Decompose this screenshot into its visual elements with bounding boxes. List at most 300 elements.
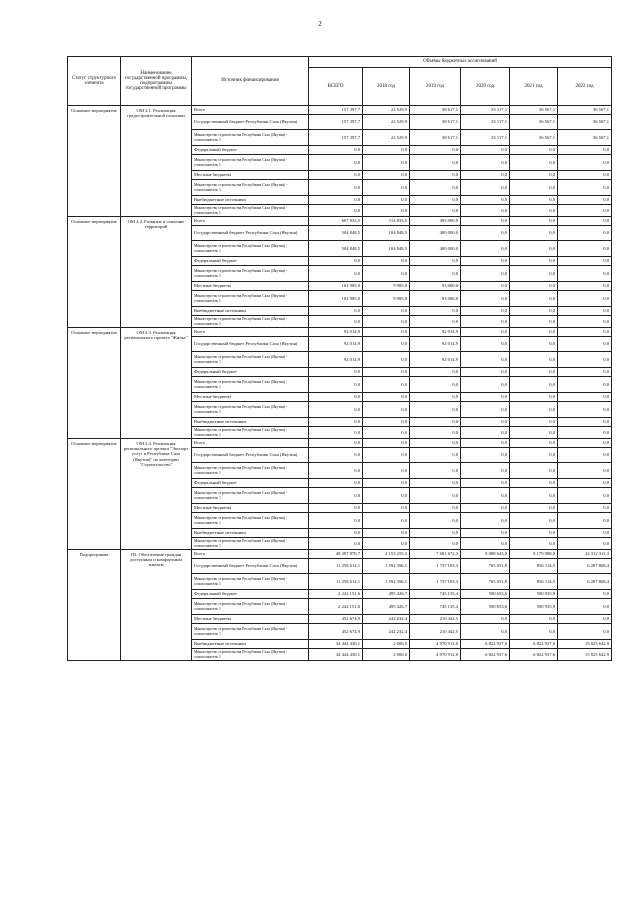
value-cell: 0,0 bbox=[461, 352, 510, 368]
value-cell: 0,0 bbox=[510, 226, 558, 241]
value-cell: 0,0 bbox=[558, 448, 612, 463]
value-cell: 0,0 bbox=[558, 155, 612, 171]
value-cell: 0,0 bbox=[410, 529, 461, 538]
value-cell: 500 653,6 bbox=[461, 599, 510, 615]
value-cell: 0,0 bbox=[510, 615, 558, 624]
value-cell: 0,0 bbox=[558, 463, 612, 479]
value-cell: 38 617,1 bbox=[410, 106, 461, 115]
value-cell: 0,0 bbox=[558, 529, 612, 538]
source-cell: Министерство строительства Республики Саха (Якутия) - соисполнитель 1 bbox=[192, 180, 309, 196]
value-cell: 607 833,5 bbox=[309, 217, 363, 226]
value-cell: 92 014,9 bbox=[410, 328, 461, 337]
value-cell: 452 674,9 bbox=[309, 624, 363, 640]
value-cell: 0,0 bbox=[461, 439, 510, 448]
value-cell: 0,0 bbox=[461, 448, 510, 463]
header-year-2022: 2022 год bbox=[558, 68, 612, 106]
value-cell: 0,0 bbox=[309, 402, 363, 418]
source-cell: Федеральный бюджет bbox=[192, 257, 309, 266]
value-cell: 0,0 bbox=[461, 316, 510, 328]
value-cell: 0,0 bbox=[461, 368, 510, 377]
value-cell: 500 935,9 bbox=[510, 599, 558, 615]
value-cell: 0,0 bbox=[510, 291, 558, 307]
value-cell: 6 822 937,6 bbox=[510, 649, 558, 661]
value-cell: 0,0 bbox=[510, 217, 558, 226]
value-cell: 0,0 bbox=[558, 257, 612, 266]
value-cell: 0,0 bbox=[363, 393, 410, 402]
value-cell: 0,0 bbox=[510, 463, 558, 479]
program-cell: П3. Обеспечение граждан доступным и комфортным жильем bbox=[121, 550, 192, 661]
value-cell: 2 242 151,6 bbox=[309, 590, 363, 599]
value-cell: 0,0 bbox=[558, 291, 612, 307]
value-cell: 0,0 bbox=[309, 266, 363, 282]
value-cell: 1 737 183,3 bbox=[410, 574, 461, 590]
source-cell: Всего bbox=[192, 550, 309, 559]
source-cell: Внебюджетные источники bbox=[192, 640, 309, 649]
header-year-2020: 2020 год bbox=[461, 68, 510, 106]
program-cell: ОМ 2.3. Реализация регионального проекта "Жилье" bbox=[121, 328, 192, 439]
value-cell: 0,0 bbox=[309, 307, 363, 316]
value-cell: 0,0 bbox=[558, 352, 612, 368]
value-cell: 210 442,5 bbox=[410, 615, 461, 624]
value-cell: 745 135,4 bbox=[410, 599, 461, 615]
value-cell: 0,0 bbox=[558, 146, 612, 155]
source-cell: Министерство строительства Республики Саха (Якутия) - соисполнитель 1 bbox=[192, 241, 309, 257]
value-cell: 0,0 bbox=[461, 418, 510, 427]
value-cell: 0,0 bbox=[363, 488, 410, 504]
value-cell: 0,0 bbox=[363, 427, 410, 439]
value-cell: 0,0 bbox=[461, 427, 510, 439]
value-cell: 0,0 bbox=[410, 205, 461, 217]
value-cell: 157 397,7 bbox=[309, 130, 363, 146]
value-cell: 0,0 bbox=[309, 488, 363, 504]
value-cell: 0,0 bbox=[309, 439, 363, 448]
source-cell: Министерство строительства Республики Саха (Якутия) - соисполнитель 1 bbox=[192, 205, 309, 217]
value-cell: 0,0 bbox=[558, 316, 612, 328]
value-cell: 0,0 bbox=[363, 418, 410, 427]
value-cell: 0,0 bbox=[558, 241, 612, 257]
value-cell: 0,0 bbox=[309, 146, 363, 155]
value-cell: 0,0 bbox=[510, 513, 558, 529]
table-body bbox=[68, 106, 612, 661]
program-cell: ОМ 2.4. Реализация регионального проекта "Экспорт услуг в Республике Саха (Якутия)" по категории "Строительство" bbox=[121, 439, 192, 550]
source-cell: Министерство строительства Республики Саха (Якутия) - соисполнитель 1 bbox=[192, 377, 309, 393]
value-cell: 0,0 bbox=[363, 155, 410, 171]
source-cell: Министерство строительства Республики Саха (Якутия) - соисполнитель 1 bbox=[192, 538, 309, 550]
value-cell: 0,0 bbox=[309, 479, 363, 488]
value-cell: 0,0 bbox=[363, 205, 410, 217]
status-cell: Основное мероприятие bbox=[68, 439, 121, 550]
value-cell: 0,0 bbox=[363, 538, 410, 550]
value-cell: 0,0 bbox=[410, 316, 461, 328]
value-cell: 0,0 bbox=[558, 217, 612, 226]
value-cell: 38 617,1 bbox=[410, 115, 461, 130]
value-cell: 92 014,9 bbox=[309, 328, 363, 337]
value-cell: 34 444 430,1 bbox=[309, 640, 363, 649]
value-cell: 0,0 bbox=[410, 479, 461, 488]
value-cell: 1 592 396,1 bbox=[363, 574, 410, 590]
value-cell: 11 258 614,1 bbox=[309, 559, 363, 574]
value-cell: 0,0 bbox=[363, 266, 410, 282]
value-cell: 0,0 bbox=[363, 402, 410, 418]
value-cell: 0,0 bbox=[410, 393, 461, 402]
value-cell: 0,0 bbox=[510, 488, 558, 504]
value-cell: 0,0 bbox=[510, 393, 558, 402]
value-cell: 0,0 bbox=[410, 504, 461, 513]
value-cell: 0,0 bbox=[461, 196, 510, 205]
value-cell: 0,0 bbox=[558, 368, 612, 377]
value-cell: 0,0 bbox=[309, 155, 363, 171]
source-cell: Министерство строительства Республики Саха (Якутия) - соисполнитель 1 bbox=[192, 463, 309, 479]
value-cell: 0,0 bbox=[510, 418, 558, 427]
value-cell: 0,0 bbox=[510, 282, 558, 291]
value-cell: 22 529,9 bbox=[363, 106, 410, 115]
value-cell: 400 000,0 bbox=[410, 241, 461, 257]
value-cell: 6 822 937,6 bbox=[461, 640, 510, 649]
value-cell: 0,0 bbox=[410, 307, 461, 316]
source-cell: Министерство строительства Республики Саха (Якутия) - соисполнитель 1 bbox=[192, 155, 309, 171]
value-cell: 500 935,9 bbox=[510, 590, 558, 599]
value-cell: 0,0 bbox=[558, 418, 612, 427]
value-cell: 0,0 bbox=[558, 538, 612, 550]
value-cell: 0,0 bbox=[363, 504, 410, 513]
value-cell: 0,0 bbox=[410, 266, 461, 282]
value-cell: 0,0 bbox=[558, 402, 612, 418]
value-cell: 0,0 bbox=[410, 488, 461, 504]
source-cell: Местные бюджеты bbox=[192, 282, 309, 291]
value-cell: 495 426,7 bbox=[363, 590, 410, 599]
value-cell: 0,0 bbox=[558, 328, 612, 337]
value-cell: 856 114,5 bbox=[510, 574, 558, 590]
value-cell: 0,0 bbox=[363, 513, 410, 529]
header-total: ВСЕГО bbox=[309, 68, 363, 106]
value-cell: 22 529,9 bbox=[363, 115, 410, 130]
source-cell: Министерство строительства Республики Саха (Якутия) - соисполнитель 1 bbox=[192, 488, 309, 504]
value-cell: 38 617,1 bbox=[410, 130, 461, 146]
value-cell: 0,0 bbox=[510, 448, 558, 463]
value-cell: 0,0 bbox=[363, 180, 410, 196]
source-cell: Внебюджетные источники bbox=[192, 196, 309, 205]
value-cell: 8 179 988,0 bbox=[510, 550, 558, 559]
value-cell: 0,0 bbox=[558, 171, 612, 180]
value-cell: 0,0 bbox=[461, 402, 510, 418]
source-cell: Министерство строительства Республики Саха (Якутия) - соисполнитель 1 bbox=[192, 624, 309, 640]
value-cell: 0,0 bbox=[558, 479, 612, 488]
value-cell: 0,0 bbox=[363, 146, 410, 155]
value-cell: 157 397,7 bbox=[309, 106, 363, 115]
value-cell: 0,0 bbox=[410, 180, 461, 196]
value-cell: 0,0 bbox=[461, 307, 510, 316]
value-cell: 36 567,1 bbox=[510, 106, 558, 115]
value-cell: 0,0 bbox=[309, 377, 363, 393]
status-cell: Основное мероприятие bbox=[68, 106, 121, 217]
header-source: Источник финансирования bbox=[192, 57, 309, 106]
value-cell: 0,0 bbox=[510, 316, 558, 328]
value-cell: 210 442,5 bbox=[410, 624, 461, 640]
status-cell: Основное мероприятие bbox=[68, 328, 121, 439]
source-cell: Внебюджетные источники bbox=[192, 307, 309, 316]
header-year-2019: 2019 год bbox=[410, 68, 461, 106]
value-cell: 0,0 bbox=[363, 479, 410, 488]
value-cell: 104 848,5 bbox=[363, 226, 410, 241]
value-cell: 0,0 bbox=[558, 599, 612, 615]
value-cell: 0,0 bbox=[558, 513, 612, 529]
value-cell: 0,0 bbox=[461, 291, 510, 307]
value-cell: 11 258 614,1 bbox=[309, 574, 363, 590]
source-cell: Местные бюджеты bbox=[192, 393, 309, 402]
value-cell: 36 567,1 bbox=[558, 106, 612, 115]
value-cell: 0,0 bbox=[461, 282, 510, 291]
value-cell: 0,0 bbox=[510, 155, 558, 171]
value-cell: 0,0 bbox=[461, 241, 510, 257]
value-cell: 0,0 bbox=[410, 448, 461, 463]
value-cell: 0,0 bbox=[461, 615, 510, 624]
source-cell: Внебюджетные источники bbox=[192, 418, 309, 427]
value-cell: 0,0 bbox=[309, 196, 363, 205]
source-cell: Министерство строительства Республики Саха (Якутия) - соисполнитель 1 bbox=[192, 130, 309, 146]
table-row bbox=[68, 550, 612, 559]
value-cell: 22 312 311,3 bbox=[558, 550, 612, 559]
value-cell: 0,0 bbox=[510, 479, 558, 488]
source-cell: Министерство строительства Республики Саха (Якутия) - соисполнитель 1 bbox=[192, 574, 309, 590]
value-cell: 48 397 870,7 bbox=[309, 550, 363, 559]
value-cell: 0,0 bbox=[558, 180, 612, 196]
value-cell: 0,0 bbox=[510, 368, 558, 377]
source-cell: Федеральный бюджет bbox=[192, 368, 309, 377]
value-cell: 0,0 bbox=[410, 418, 461, 427]
value-cell: 114 833,5 bbox=[363, 217, 410, 226]
value-cell: 0,0 bbox=[309, 316, 363, 328]
value-cell: 0,0 bbox=[363, 328, 410, 337]
header-year-2018: 2018 год bbox=[363, 68, 410, 106]
value-cell: 0,0 bbox=[558, 427, 612, 439]
value-cell: 0,0 bbox=[510, 205, 558, 217]
value-cell: 0,0 bbox=[309, 504, 363, 513]
value-cell: 0,0 bbox=[461, 171, 510, 180]
value-cell: 0,0 bbox=[461, 624, 510, 640]
value-cell: 765 051,8 bbox=[461, 574, 510, 590]
value-cell: 0,0 bbox=[461, 328, 510, 337]
source-cell: Всего bbox=[192, 106, 309, 115]
value-cell: 0,0 bbox=[558, 624, 612, 640]
value-cell: 0,0 bbox=[510, 624, 558, 640]
value-cell: 0,0 bbox=[309, 171, 363, 180]
source-cell: Государственный бюджет Республики Саха (Якутия) bbox=[192, 448, 309, 463]
value-cell: 0,0 bbox=[558, 307, 612, 316]
value-cell: 36 567,1 bbox=[510, 115, 558, 130]
value-cell: 0,0 bbox=[363, 463, 410, 479]
program-cell: ОМ 2.1. Реализация градостроительной политики bbox=[121, 106, 192, 217]
value-cell: 15 825 642,9 bbox=[558, 640, 612, 649]
source-cell: Местные бюджеты bbox=[192, 615, 309, 624]
value-cell: 242 232,4 bbox=[363, 624, 410, 640]
value-cell: 0,0 bbox=[461, 180, 510, 196]
table-row bbox=[68, 328, 612, 337]
value-cell: 0,0 bbox=[309, 513, 363, 529]
source-cell: Всего bbox=[192, 217, 309, 226]
value-cell: 0,0 bbox=[410, 146, 461, 155]
value-cell: 0,0 bbox=[558, 504, 612, 513]
source-cell: Министерство строительства Республики Саха (Якутия) - соисполнитель 1 bbox=[192, 402, 309, 418]
table-row bbox=[68, 217, 612, 226]
value-cell: 2 000,0 bbox=[363, 640, 410, 649]
value-cell: 0,0 bbox=[410, 538, 461, 550]
value-cell: 0,0 bbox=[410, 368, 461, 377]
value-cell: 0,0 bbox=[410, 377, 461, 393]
value-cell: 0,0 bbox=[309, 180, 363, 196]
value-cell: 0,0 bbox=[510, 352, 558, 368]
value-cell: 0,0 bbox=[309, 538, 363, 550]
value-cell: 0,0 bbox=[558, 337, 612, 352]
value-cell: 92 014,9 bbox=[309, 337, 363, 352]
value-cell: 242 232,4 bbox=[363, 615, 410, 624]
budget-table-container bbox=[67, 56, 611, 661]
value-cell: 0,0 bbox=[510, 427, 558, 439]
value-cell: 495 426,7 bbox=[363, 599, 410, 615]
value-cell: 0,0 bbox=[309, 393, 363, 402]
source-cell: Министерство строительства Республики Саха (Якутия) - соисполнитель 1 bbox=[192, 352, 309, 368]
value-cell: 7 681 672,3 bbox=[410, 550, 461, 559]
source-cell: Государственный бюджет Республики Саха (Якутия) bbox=[192, 559, 309, 574]
source-cell: Государственный бюджет Республики Саха (Якутия) bbox=[192, 115, 309, 130]
value-cell: 92 014,9 bbox=[410, 352, 461, 368]
source-cell: Федеральный бюджет bbox=[192, 479, 309, 488]
value-cell: 2 000,0 bbox=[363, 649, 410, 661]
value-cell: 93 000,0 bbox=[410, 282, 461, 291]
value-cell: 0,0 bbox=[410, 513, 461, 529]
value-cell: 0,0 bbox=[363, 196, 410, 205]
source-cell: Министерство строительства Республики Саха (Якутия) - соисполнитель 1 bbox=[192, 649, 309, 661]
value-cell: 0,0 bbox=[461, 538, 510, 550]
value-cell: 0,0 bbox=[461, 529, 510, 538]
page-number: 2 bbox=[318, 20, 322, 28]
value-cell: 33 117,1 bbox=[461, 115, 510, 130]
value-cell: 0,0 bbox=[461, 266, 510, 282]
source-cell: Министерство строительства Республики Саха (Якутия) - соисполнитель 1 bbox=[192, 316, 309, 328]
value-cell: 0,0 bbox=[461, 463, 510, 479]
value-cell: 9 985,0 bbox=[363, 282, 410, 291]
value-cell: 1 592 396,1 bbox=[363, 559, 410, 574]
value-cell: 102 985,0 bbox=[309, 282, 363, 291]
value-cell: 92 014,9 bbox=[309, 352, 363, 368]
value-cell: 500 653,6 bbox=[461, 590, 510, 599]
value-cell: 0,0 bbox=[363, 337, 410, 352]
source-cell: Министерство строительства Республики Саха (Якутия) - соисполнитель 1 bbox=[192, 513, 309, 529]
source-cell: Местные бюджеты bbox=[192, 171, 309, 180]
value-cell: 0,0 bbox=[510, 180, 558, 196]
value-cell: 33 117,1 bbox=[461, 106, 510, 115]
source-cell: Местные бюджеты bbox=[192, 504, 309, 513]
value-cell: 504 848,5 bbox=[309, 226, 363, 241]
value-cell: 0,0 bbox=[510, 439, 558, 448]
value-cell: 0,0 bbox=[558, 377, 612, 393]
value-cell: 0,0 bbox=[461, 479, 510, 488]
value-cell: 0,0 bbox=[309, 529, 363, 538]
value-cell: 0,0 bbox=[363, 448, 410, 463]
value-cell: 0,0 bbox=[410, 402, 461, 418]
value-cell: 92 014,9 bbox=[410, 337, 461, 352]
value-cell: 0,0 bbox=[510, 504, 558, 513]
value-cell: 0,0 bbox=[410, 196, 461, 205]
value-cell: 22 529,9 bbox=[363, 130, 410, 146]
value-cell: 0,0 bbox=[558, 439, 612, 448]
value-cell: 0,0 bbox=[363, 316, 410, 328]
value-cell: 0,0 bbox=[510, 257, 558, 266]
value-cell: 93 000,0 bbox=[410, 291, 461, 307]
value-cell: 0,0 bbox=[410, 171, 461, 180]
value-cell: 0,0 bbox=[510, 402, 558, 418]
value-cell: 0,0 bbox=[558, 282, 612, 291]
value-cell: 0,0 bbox=[461, 226, 510, 241]
value-cell: 400 000,0 bbox=[410, 226, 461, 241]
value-cell: 0,0 bbox=[510, 171, 558, 180]
value-cell: 0,0 bbox=[363, 257, 410, 266]
value-cell: 0,0 bbox=[363, 307, 410, 316]
source-cell: Министерство строительства Республики Саха (Якутия) - соисполнитель 1 bbox=[192, 427, 309, 439]
header-volumes: Объемы бюджетных ассигнований bbox=[309, 57, 612, 68]
value-cell: 34 444 430,1 bbox=[309, 649, 363, 661]
value-cell: 0,0 bbox=[558, 615, 612, 624]
header-program: Наименование государственной программы, подпрограммы государственной программы bbox=[121, 57, 192, 106]
value-cell: 0,0 bbox=[461, 488, 510, 504]
value-cell: 0,0 bbox=[510, 337, 558, 352]
value-cell: 0,0 bbox=[363, 377, 410, 393]
value-cell: 0,0 bbox=[558, 488, 612, 504]
value-cell: 765 051,8 bbox=[461, 559, 510, 574]
program-cell: ОМ 2.2. Развитие и освоение территорий bbox=[121, 217, 192, 328]
value-cell: 0,0 bbox=[309, 418, 363, 427]
source-cell: Всего bbox=[192, 439, 309, 448]
budget-table bbox=[67, 56, 612, 661]
source-cell: Министерство строительства Республики Саха (Якутия) - соисполнитель 1 bbox=[192, 266, 309, 282]
value-cell: 0,0 bbox=[558, 205, 612, 217]
value-cell: 6 287 868,4 bbox=[558, 574, 612, 590]
value-cell: 0,0 bbox=[558, 393, 612, 402]
value-cell: 0,0 bbox=[363, 368, 410, 377]
header-year-2021: 2021 год bbox=[510, 68, 558, 106]
value-cell: 6 822 937,6 bbox=[510, 640, 558, 649]
value-cell: 15 825 642,9 bbox=[558, 649, 612, 661]
value-cell: 36 567,1 bbox=[558, 130, 612, 146]
value-cell: 4 970 912,0 bbox=[410, 640, 461, 649]
value-cell: 0,0 bbox=[309, 463, 363, 479]
value-cell: 0,0 bbox=[461, 504, 510, 513]
source-cell: Министерство строительства Республики Саха (Якутия) - соисполнитель 1 bbox=[192, 291, 309, 307]
value-cell: 0,0 bbox=[309, 448, 363, 463]
value-cell: 0,0 bbox=[461, 257, 510, 266]
value-cell: 0,0 bbox=[461, 393, 510, 402]
value-cell: 0,0 bbox=[510, 328, 558, 337]
value-cell: 102 985,0 bbox=[309, 291, 363, 307]
value-cell: 0,0 bbox=[363, 171, 410, 180]
value-cell: 104 848,5 bbox=[363, 241, 410, 257]
source-cell: Государственный бюджет Республики Саха (Якутия) bbox=[192, 226, 309, 241]
value-cell: 0,0 bbox=[410, 155, 461, 171]
value-cell: 493 000,0 bbox=[410, 217, 461, 226]
value-cell: 0,0 bbox=[461, 155, 510, 171]
value-cell: 0,0 bbox=[558, 266, 612, 282]
value-cell: 0,0 bbox=[510, 538, 558, 550]
value-cell: 452 674,9 bbox=[309, 615, 363, 624]
value-cell: 0,0 bbox=[558, 196, 612, 205]
source-cell: Государственный бюджет Республики Саха (Якутия) bbox=[192, 337, 309, 352]
value-cell: 0,0 bbox=[461, 513, 510, 529]
table-row bbox=[68, 106, 612, 115]
value-cell: 157 397,7 bbox=[309, 115, 363, 130]
value-cell: 0,0 bbox=[410, 439, 461, 448]
value-cell: 504 848,5 bbox=[309, 241, 363, 257]
value-cell: 0,0 bbox=[363, 439, 410, 448]
value-cell: 0,0 bbox=[461, 377, 510, 393]
